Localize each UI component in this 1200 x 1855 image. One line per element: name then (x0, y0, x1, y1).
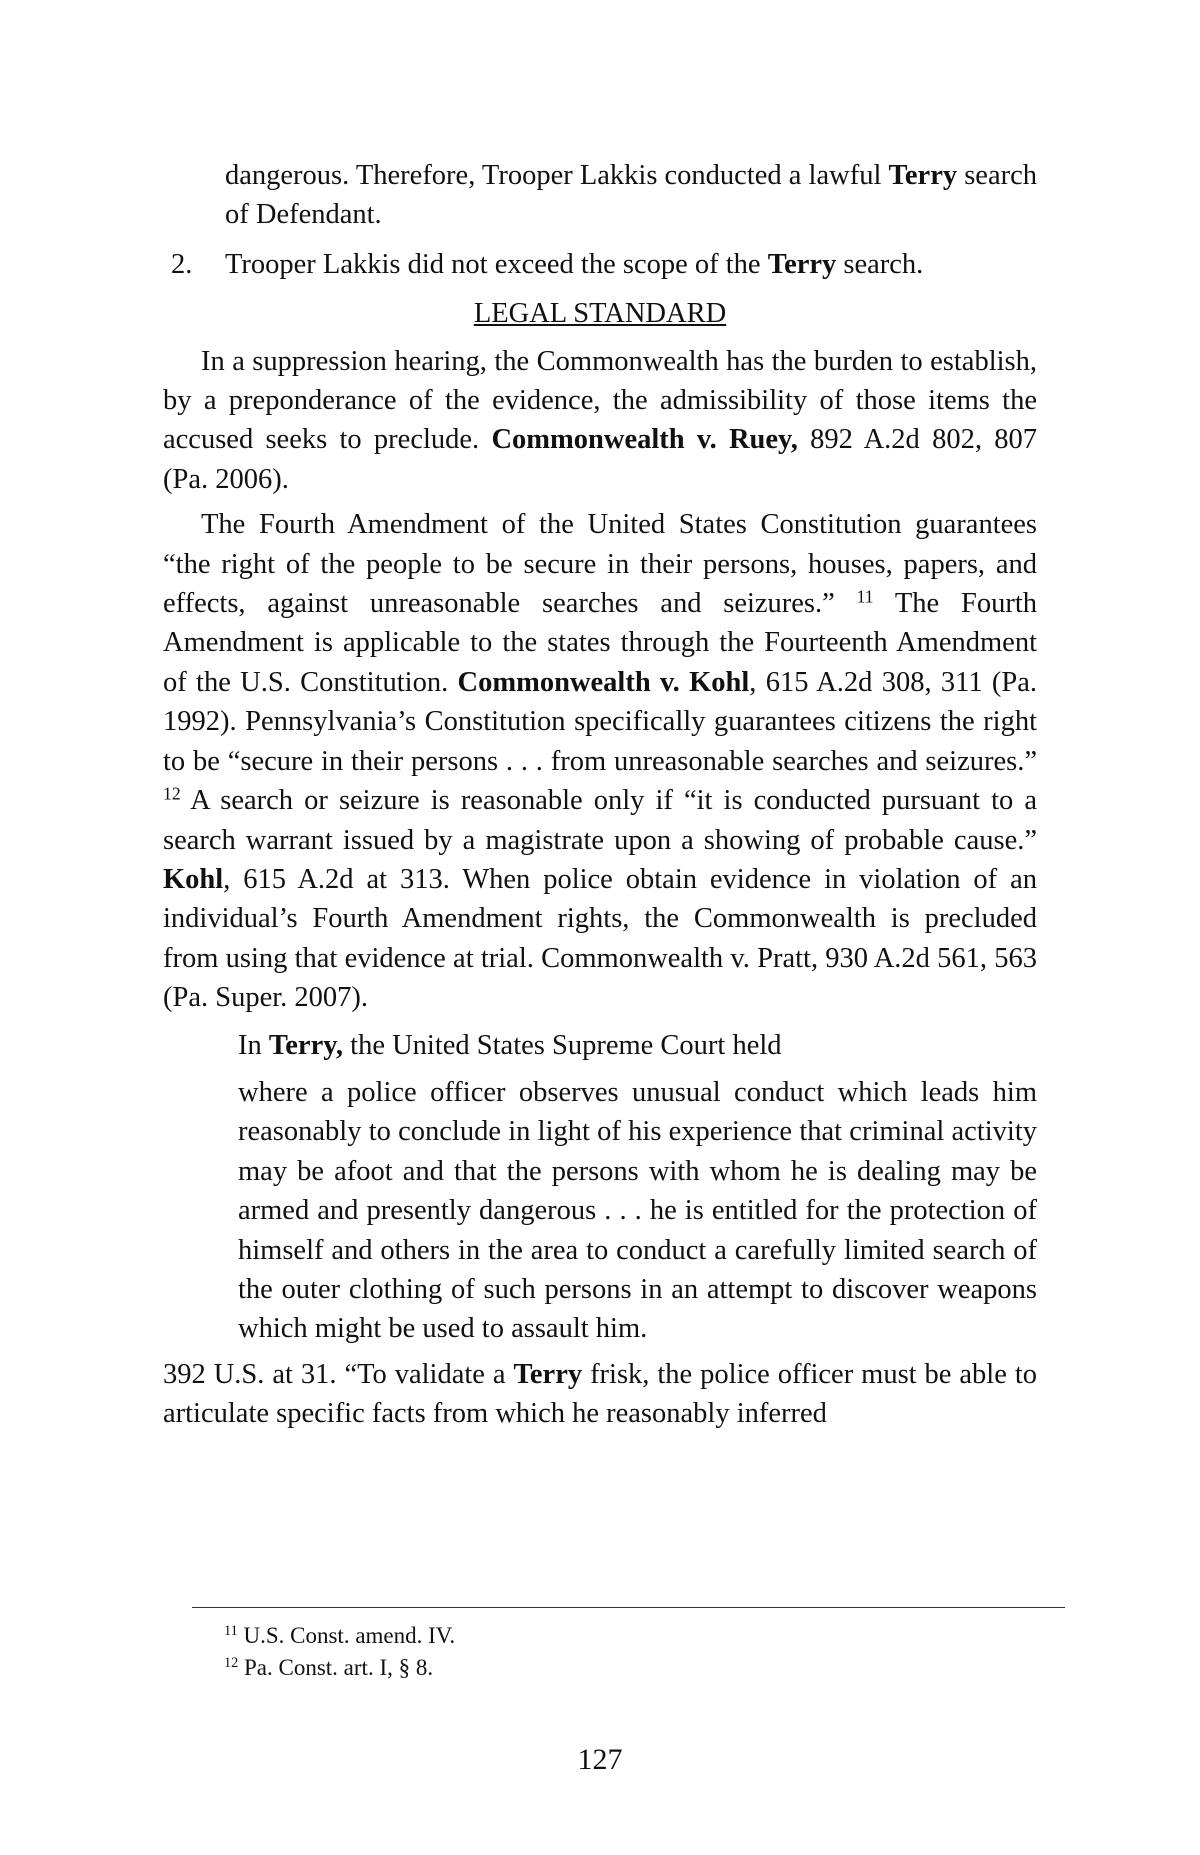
case-name-terry: Terry, (268, 1029, 344, 1061)
list-item-text: Trooper Lakkis did not exceed the scope of the Terry search. (225, 248, 924, 280)
list-item-2 (163, 245, 1037, 284)
paragraph-continuation: 392 U.S. at 31. “To validate a Terry frisk, the police officer must be able to articulate specific facts from which he reasonably inferred (163, 1358, 1037, 1430)
footnote-12: $^{12}$ Pa. Const. art. I, § 8. (224, 1655, 434, 1680)
footnote-divider (192, 1607, 1065, 1608)
quote-lead-in: In Terry, the United States Supreme Court held (238, 1029, 782, 1061)
footnotes (224, 1620, 455, 1684)
footnote-ref-11[interactable]: 11 (856, 586, 874, 607)
case-citation: Commonwealth v. Ruey, (491, 424, 798, 456)
paragraph-fourth-amendment: The Fourth Amendment of the United States Constitution guarantees “the right of the people to be secure in their persons, houses, papers, and effects, against unreasonable searches and seizures.” $^{11}$ The Fourth Amendment is applicable to the states through the Fourteenth Amendment of the U.S. Constitution. Commonwealth v. Kohl, 615 A.2d 308, 311 (Pa. 1992). Pennsylvania’s Constitution specifically guarantees citizens the right to be “secure in their persons . . . from unreasonable searches and seizures.” $^{12}$ A search or seizure is reasonable only if “it is conducted pursuant to a search warrant issued by a magistrate upon a showing of probable cause.” Kohl, 615 A.2d at 313. When police obtain evidence in violation of an individual’s Fourth Amendment rights, the Commonwealth is precluded from using that evidence at trial. Commonwealth v. Pratt, 930 A.2d 561, 563 (Pa. Super. 2007). (163, 509, 1037, 1014)
footnote-11: $^{11}$ U.S. Const. amend. IV. (224, 1623, 456, 1648)
case-name-terry: Terry (513, 1358, 583, 1390)
list-number: 2. (171, 248, 193, 280)
body-text (163, 156, 1037, 1434)
case-citation: Commonwealth v. Kohl (457, 666, 750, 698)
case-name-terry: Terry (888, 160, 958, 191)
list-item-continuation: dangerous. Therefore, Trooper Lakkis conducted a lawful Terry search of Defendant. (225, 160, 1037, 231)
paragraph-burden: In a suppression hearing, the Commonwealth has the burden to establish, by a preponderance of the evidence, the admissibility of those items the accused seeks to preclude. Commonwealth v. Ruey, 892 A.2d 802, 807 (Pa. 2006). (163, 345, 1037, 495)
case-name-terry: Terry (767, 248, 837, 280)
section-heading: LEGAL STANDARD (473, 298, 727, 330)
case-citation: Kohl (163, 863, 224, 895)
page-number: 127 (577, 1743, 623, 1776)
footnote-ref-12[interactable]: 12 (163, 783, 181, 804)
block-quote: where a police officer observes unusual conduct which leads him reasonably to conclude in light of his experience that criminal activity may be afoot and that the persons with whom he is dealing may be armed and presently dangerous . . . he is entitled for the protection of himself and others in the area to conduct a carefully limited search of the outer clothing of such persons in an attempt to discover weapons which might be used to assault him. (238, 1076, 1037, 1345)
